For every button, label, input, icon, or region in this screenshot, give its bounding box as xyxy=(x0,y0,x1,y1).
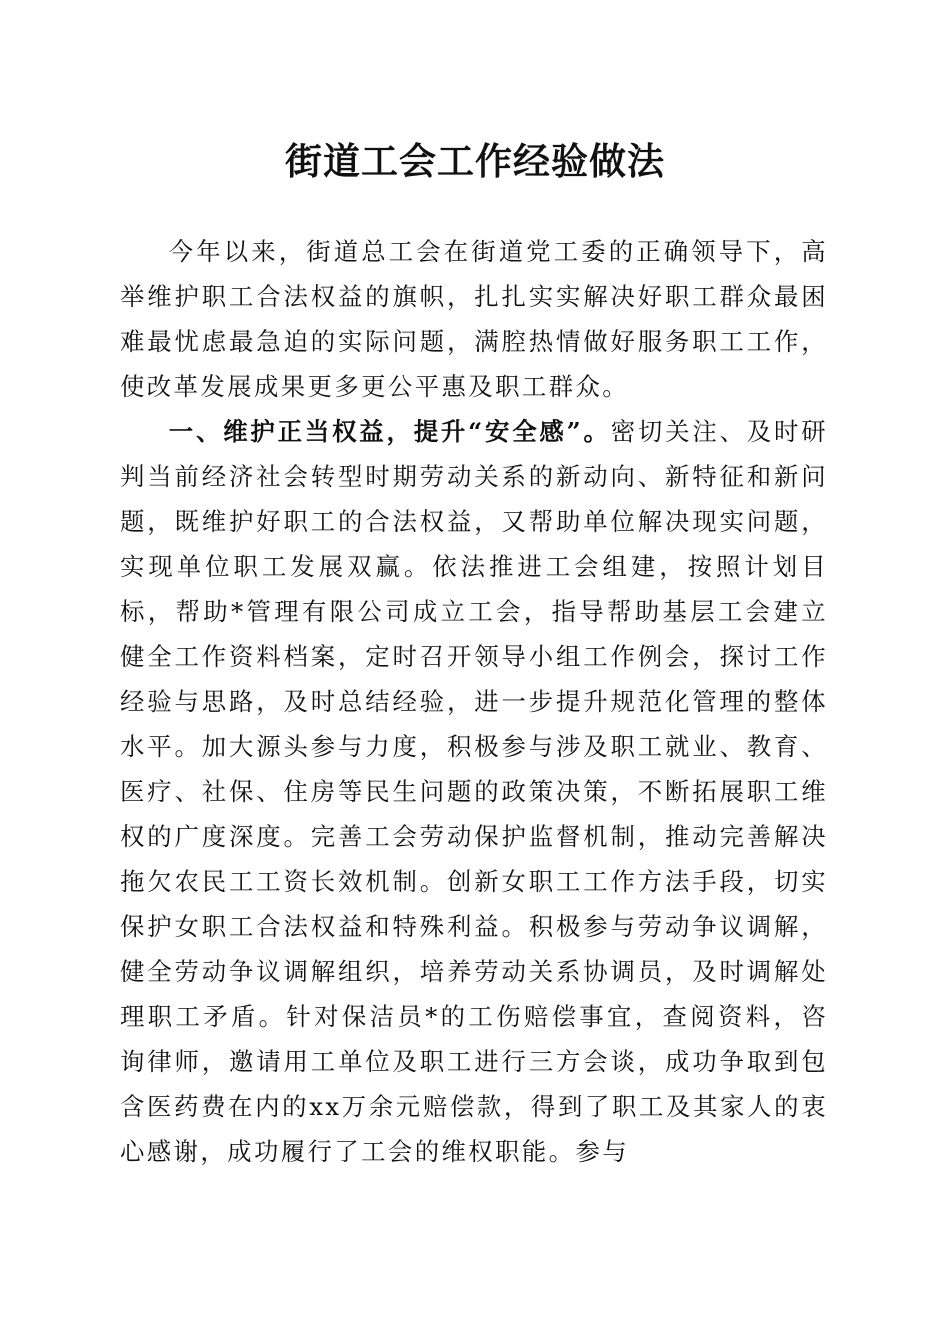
section-one-text: 密切关注、及时研判当前经济社会转型时期劳动关系的新动向、新特征和新问题，既维护好职工的合法权益，又帮助单位解决现实问题，实现单位职工发展双赢。依法推进工会组建，按照计划目标，帮助*管理有限公司成立工会，指导帮助基层工会建立健全工作资料档案，定时召开领导小组工作例会，探讨工作经验与思路，及时总结经验，进一步提升规范化管理的整体水平。加大源头参与力度，积极参与涉及职工就业、教育、医疗、社保、住房等民生问题的政策决策，不断拓展职工维权的广度深度。完善工会劳动保护监督机制，推动完善解决拖欠农民工工资长效机制。创新女职工工作方法手段，切实保护女职工合法权益和特殊利益。积极参与劳动争议调解，健全劳动争议调解组织，培养劳动关系协调员，及时调解处理职工矛盾。针对保洁员*的工伤赔偿事宜，查阅资料，咨询律师，邀请用工单位及职工进行三方会谈，成功争取到包含医药费在内的xx万余元赔偿款，得到了职工及其家人的衷心感谢，成功履行了工会的维权职能。参与 xyxy=(120,417,828,1166)
intro-paragraph-text: 今年以来，街道总工会在街道党工委的正确领导下，高举维护职工合法权益的旗帜，扎扎实实解决好职工群众最困难最忧虑最急迫的实际问题，满腔热情做好服务职工工作，使改革发展成果更多更公平惠及职工群众。 xyxy=(120,237,828,401)
document-title: 街道工会工作经验做法 xyxy=(285,139,665,183)
section-one-paragraph xyxy=(120,409,828,1174)
document-body xyxy=(120,229,828,1174)
section-one-heading: 一、维护正当权益，提升“安全感”。 xyxy=(168,417,611,446)
intro-paragraph xyxy=(120,229,828,409)
